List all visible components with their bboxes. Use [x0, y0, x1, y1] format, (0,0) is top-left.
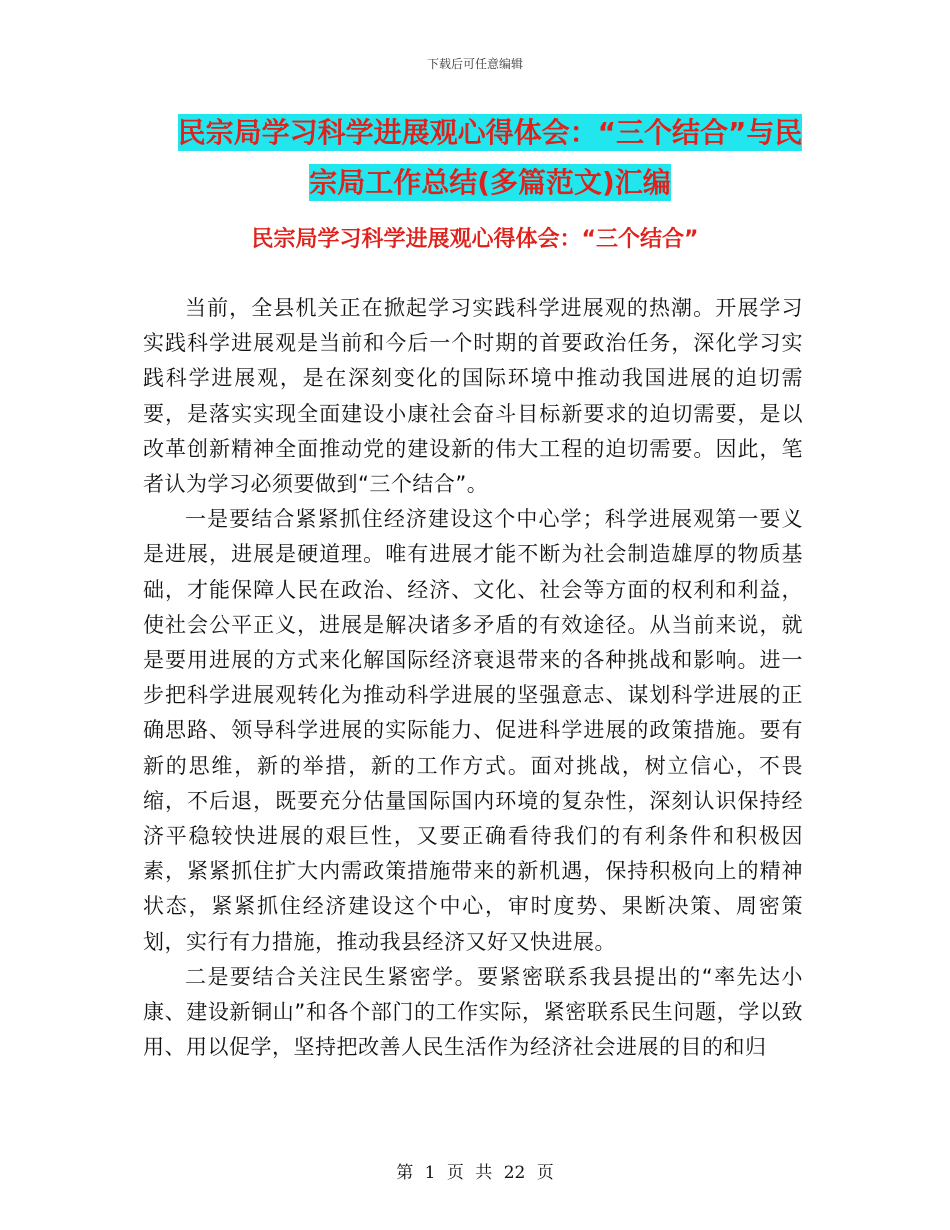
- paragraph-intro: 当前，全县机关正在掀起学习实践科学进展观的热潮。开展学习实践科学进展观是当前和今后一个时期的首要政治任务，深化学习实践科学进展观，是在深刻变化的国际环境中推动我国进展的迫切需要，是落实实现全面建设小康社会奋斗目标新要求的迫切需要，是以改革创新精神全面推动党的建设新的伟大工程的迫切需要。因此，笔者认为学习必须要做到“三个结合”。: [143, 296, 803, 497]
- document-title-line-2: 宗局工作总结(多篇范文)汇编: [309, 166, 671, 199]
- document-title-line-1: 民宗局学习科学进展观心得体会：“三个结合”与民: [177, 116, 803, 149]
- page-header-note: 下载后可任意编辑: [426, 57, 523, 71]
- section-heading: 民宗局学习科学进展观心得体会：“三个结合”: [251, 227, 699, 252]
- body-text: [143, 291, 803, 1065]
- document-title: [150, 108, 830, 208]
- page-number-footer: 第 1 页 共 22 页: [396, 1163, 554, 1183]
- paragraph-point-two: 二是要结合关注民生紧密学。要紧密联系我县提出的“率先达小康、建设新铜山”和各个部门的工作实际，紧密联系民生问题，学以致用、用以促学，坚持把改善人民生活作为经济社会进展的目的和归: [143, 964, 803, 1060]
- paragraph-point-one: 一是要结合紧紧抓住经济建设这个中心学；科学进展观第一要义是进展，进展是硬道理。唯有进展才能不断为社会制造雄厚的物质基础，才能保障人民在政治、经济、文化、社会等方面的权利和利益，使社会公平正义，进展是解决诸多矛盾的有效途径。从当前来说，就是要用进展的方式来化解国际经济衰退带来的各种挑战和影响。进一步把科学进展观转化为推动科学进展的坚强意志、谋划科学进展的正确思路、领导科学进展的实际能力、促进科学进展的政策措施。要有新的思维，新的举措，新的工作方式。面对挑战，树立信心，不畏缩，不后退，既要充分估量国际国内环境的复杂性，深刻认识保持经济平稳较快进展的艰巨性，又要正确看待我们的有利条件和积极因素，紧紧抓住扩大内需政策措施带来的新机遇，保持积极向上的精神状态，紧紧抓住经济建设这个中心，审时度势、果断决策、周密策划，实行有力措施，推动我县经济又好又快进展。: [143, 507, 803, 954]
